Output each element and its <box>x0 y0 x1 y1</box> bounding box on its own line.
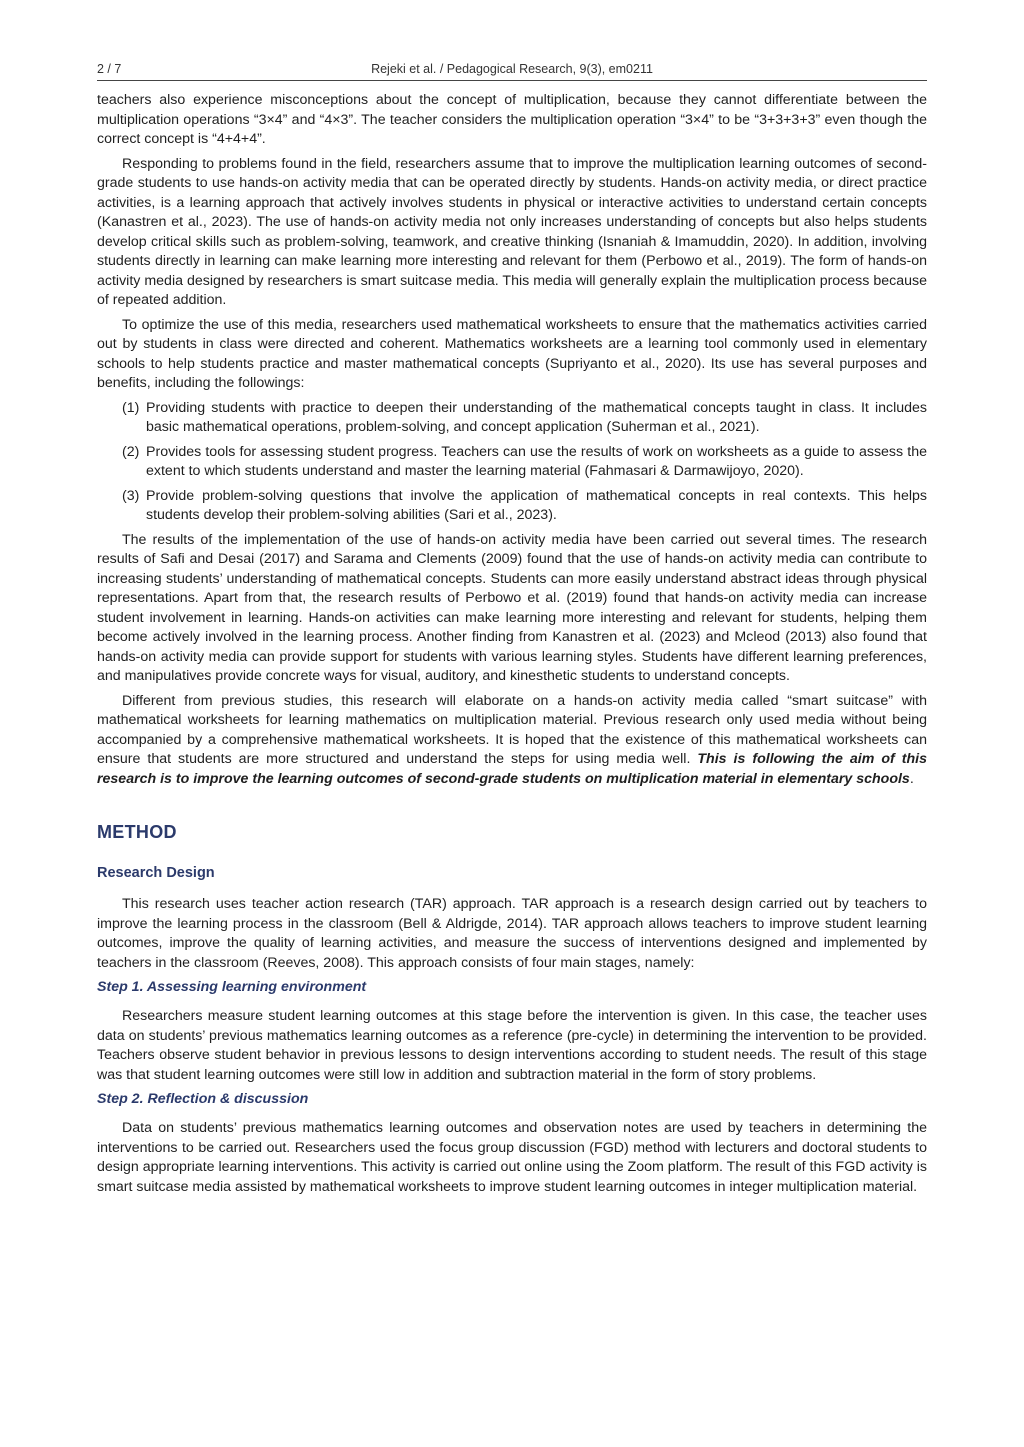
paragraph <box>97 692 927 790</box>
paragraph: The results of the implementation of the use of hands-on activity media have been carried out several times. The research results of Safi and Desai (2017) and Sarama and Clements (2009) found that the use of hands-on activity media can contribute to increasing students’ understanding of mathematical concepts. Students can more easily understand abstract ideas through physical representations. Apart from that, the research results of Perbowo et al. (2019) found that hands-on activity media can increase student involvement in learning. Hands-on activities can make learning more interesting and relevant for students, helping them become actively involved in the learning process. Another finding from Kanastren et al. (2023) and Mcleod (2013) also found that hands-on activity media can provide support for students with various learning styles. Students have different learning preferences, and manipulatives provide concrete ways for visual, auditory, and kinesthetic students to understand concepts. <box>97 531 927 684</box>
running-header <box>97 58 927 81</box>
list-item-text: Providing students with practice to deepen their understanding of the mathematical concepts taught in class. It includes basic mathematical operations, problem-solving, and concept application (Suherman et al., 2021). <box>146 399 927 435</box>
journal-reference: Rejeki et al. / Pedagogical Research, 9(3), em0211 <box>371 62 653 76</box>
list-item <box>97 443 927 482</box>
list-item <box>97 487 927 526</box>
paragraph: Researchers measure student learning outcomes at this stage before the intervention is given. In this case, the teacher uses data on students’ previous mathematics learning outcomes as a reference (pre-cycle) in determining the intervention to be provided. Teachers observe student behavior in previous lessons to design interventions according to student needs. The result of this stage was that student learning outcomes were still low in addition and subtraction material in the form of story problems. <box>97 1008 927 1083</box>
subheading-research-design: Research Design <box>97 865 215 881</box>
paragraph: teachers also experience misconceptions about the concept of multiplication, because they cannot differentiate between the multiplication operations “3×4” and “4×3”. The teacher considers the multiplication operation “3×4” to be “3+3+3+3” even though the correct concept is “4+4+4”. <box>97 92 927 147</box>
list-item-number: (2) <box>122 443 140 460</box>
list-item <box>97 399 927 438</box>
paragraph: To optimize the use of this media, researchers used mathematical worksheets to ensure that the mathematics activities carried out by students in class were directed and coherent. Mathematics worksheets are a learning tool commonly used in elementary schools to help students practice and master mathematical concepts (Supriyanto et al., 2020). Its use has several purposes and benefits, including the followings: <box>97 316 927 391</box>
page-number: 2 / 7 <box>97 62 122 76</box>
step-heading: Step 2. Reflection & discussion <box>97 1091 309 1107</box>
paragraph: Data on students’ previous mathematics learning outcomes and observation notes are used by teachers in determining the interventions to be carried out. Researchers used the focus group discussion (FGD) method with lecturers and doctoral students to design appropriate learning interventions. This activity is carried out online using the Zoom platform. The result of this FGD activity is smart suitcase media assisted by mathematical worksheets to improve student learning outcomes in integer multiplication material. <box>97 1120 927 1195</box>
section-heading-method: METHOD <box>97 822 177 842</box>
list-item-text: Provide problem-solving questions that involve the application of mathematical concepts in real contexts. This helps students develop their problem-solving abilities (Sari et al., 2023). <box>146 487 927 523</box>
list-item-number: (3) <box>122 487 140 504</box>
paragraph-end: . <box>909 770 914 787</box>
list-item-number: (1) <box>122 399 140 416</box>
step-heading: Step 1. Assessing learning environment <box>97 979 367 995</box>
paragraph-text: Different from previous studies, this research will elaborate on a hands-on activity media called “smart suitcase” with mathematical worksheets for learning mathematics on multiplication material. Previous research only used media without being accompanied by a comprehensive mathematical worksheets. It is hoped that the existence of this mathematical worksheets can ensure that students are more structured and understand the steps for using media well. <box>97 692 927 767</box>
numbered-list <box>97 399 927 526</box>
paragraph: This research uses teacher action research (TAR) approach. TAR approach is a research design carried out by teachers to improve the learning process in the classroom (Bell & Aldrigde, 2014). TAR approach allows teachers to improve student learning outcomes, improve the quality of learning activities, and measure the success of interventions designed and implemented by teachers in the classroom (Reeves, 2008). This approach consists of four main stages, namely: <box>97 896 927 971</box>
list-item-text: Provides tools for assessing student progress. Teachers can use the results of work on worksheets as a guide to assess the extent to which students understand and master the learning material (Fahmasari & Darmawijoyo, 2020). <box>146 443 927 479</box>
article-body <box>97 91 927 1197</box>
paragraph: Responding to problems found in the field, researchers assume that to improve the multiplication learning outcomes of second-grade students to use hands-on activity media that can be operated directly by students. Hands-on activity media, or direct practice activities, is a learning approach that actively involves students in physical or interactive activities to understand certain concepts (Kanastren et al., 2023). The use of hands-on activity media not only increases understanding of concepts but also helps students develop critical skills such as problem-solving, teamwork, and creative thinking (Isnaniah & Imamuddin, 2020). In addition, involving students directly in learning can make learning more interesting and relevant for them (Perbowo et al., 2019). The form of hands-on activity media designed by researchers is smart suitcase media. This media will generally explain the multiplication process because of repeated addition. <box>97 155 927 308</box>
aim-statement: This is following the aim of this research is to improve the learning outcomes of second-grade students on multiplication material in elementary schools <box>97 751 927 787</box>
page <box>97 58 927 1202</box>
